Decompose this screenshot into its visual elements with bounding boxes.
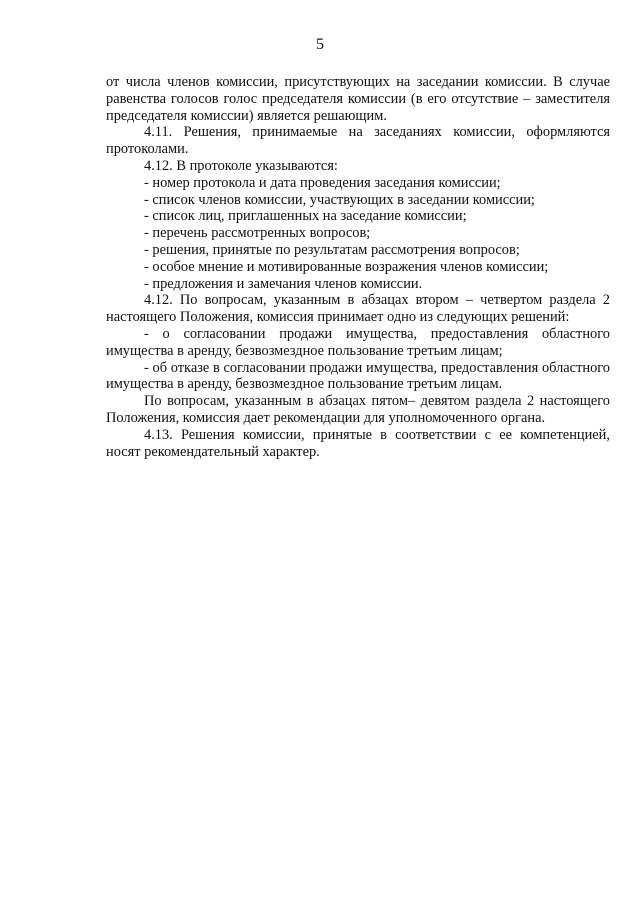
list-item: - перечень рассмотренных вопросов; bbox=[144, 225, 371, 242]
paragraph-4-13: 4.13. Решения комиссии, принятые в соответствии с ее компетенцией, носят рекомендательный характер. bbox=[106, 426, 610, 460]
decisions-list bbox=[106, 326, 610, 393]
list-item: - решения, принятые по результатам рассмотрения вопросов; bbox=[144, 241, 520, 258]
paragraph-4-11: 4.11. Решения, принимаемые на заседаниях комиссии, оформляются протоколами. bbox=[106, 124, 610, 158]
paragraph-continuation: от числа членов комиссии, присутствующих на заседании комиссии. В случае равенства голосов голос председателя комиссии (в его отсутствие – заместителя председателя комиссии) является решающим. bbox=[106, 74, 610, 124]
list-item: - особое мнение и мотивированные возражения членов комиссии; bbox=[144, 258, 549, 275]
paragraph-recommendations: По вопросам, указанным в абзацах пятом– девятом раздела 2 настоящего Положения, комиссия дает рекомендации для уполномоченного органа. bbox=[106, 393, 610, 426]
list-item: - список лиц, приглашенных на заседание комиссии; bbox=[144, 208, 467, 225]
document-body bbox=[106, 74, 610, 460]
list-item: - список членов комиссии, участвующих в заседании комиссии; bbox=[144, 191, 535, 208]
list-item: - номер протокола и дата проведения заседания комиссии; bbox=[144, 174, 501, 191]
paragraph-4-12-decisions: 4.12. По вопросам, указанным в абзацах втором – четвертом раздела 2 настоящего Положения, комиссия принимает одно из следующих решений: bbox=[106, 292, 610, 326]
protocol-contents-list bbox=[106, 175, 610, 293]
paragraph-4-12-protocol: 4.12. В протоколе указываются: bbox=[144, 157, 338, 174]
list-item: - о согласовании продажи имущества, предоставления областного имущества в аренду, безвозмездное пользование третьим лицам; bbox=[106, 325, 610, 359]
list-item: - об отказе в согласовании продажи имущества, предоставления областного имущества в аренду, безвозмездное пользование третьим лицам. bbox=[106, 359, 610, 393]
list-item: - предложения и замечания членов комиссии. bbox=[144, 275, 423, 292]
page-number: 5 bbox=[316, 36, 324, 53]
